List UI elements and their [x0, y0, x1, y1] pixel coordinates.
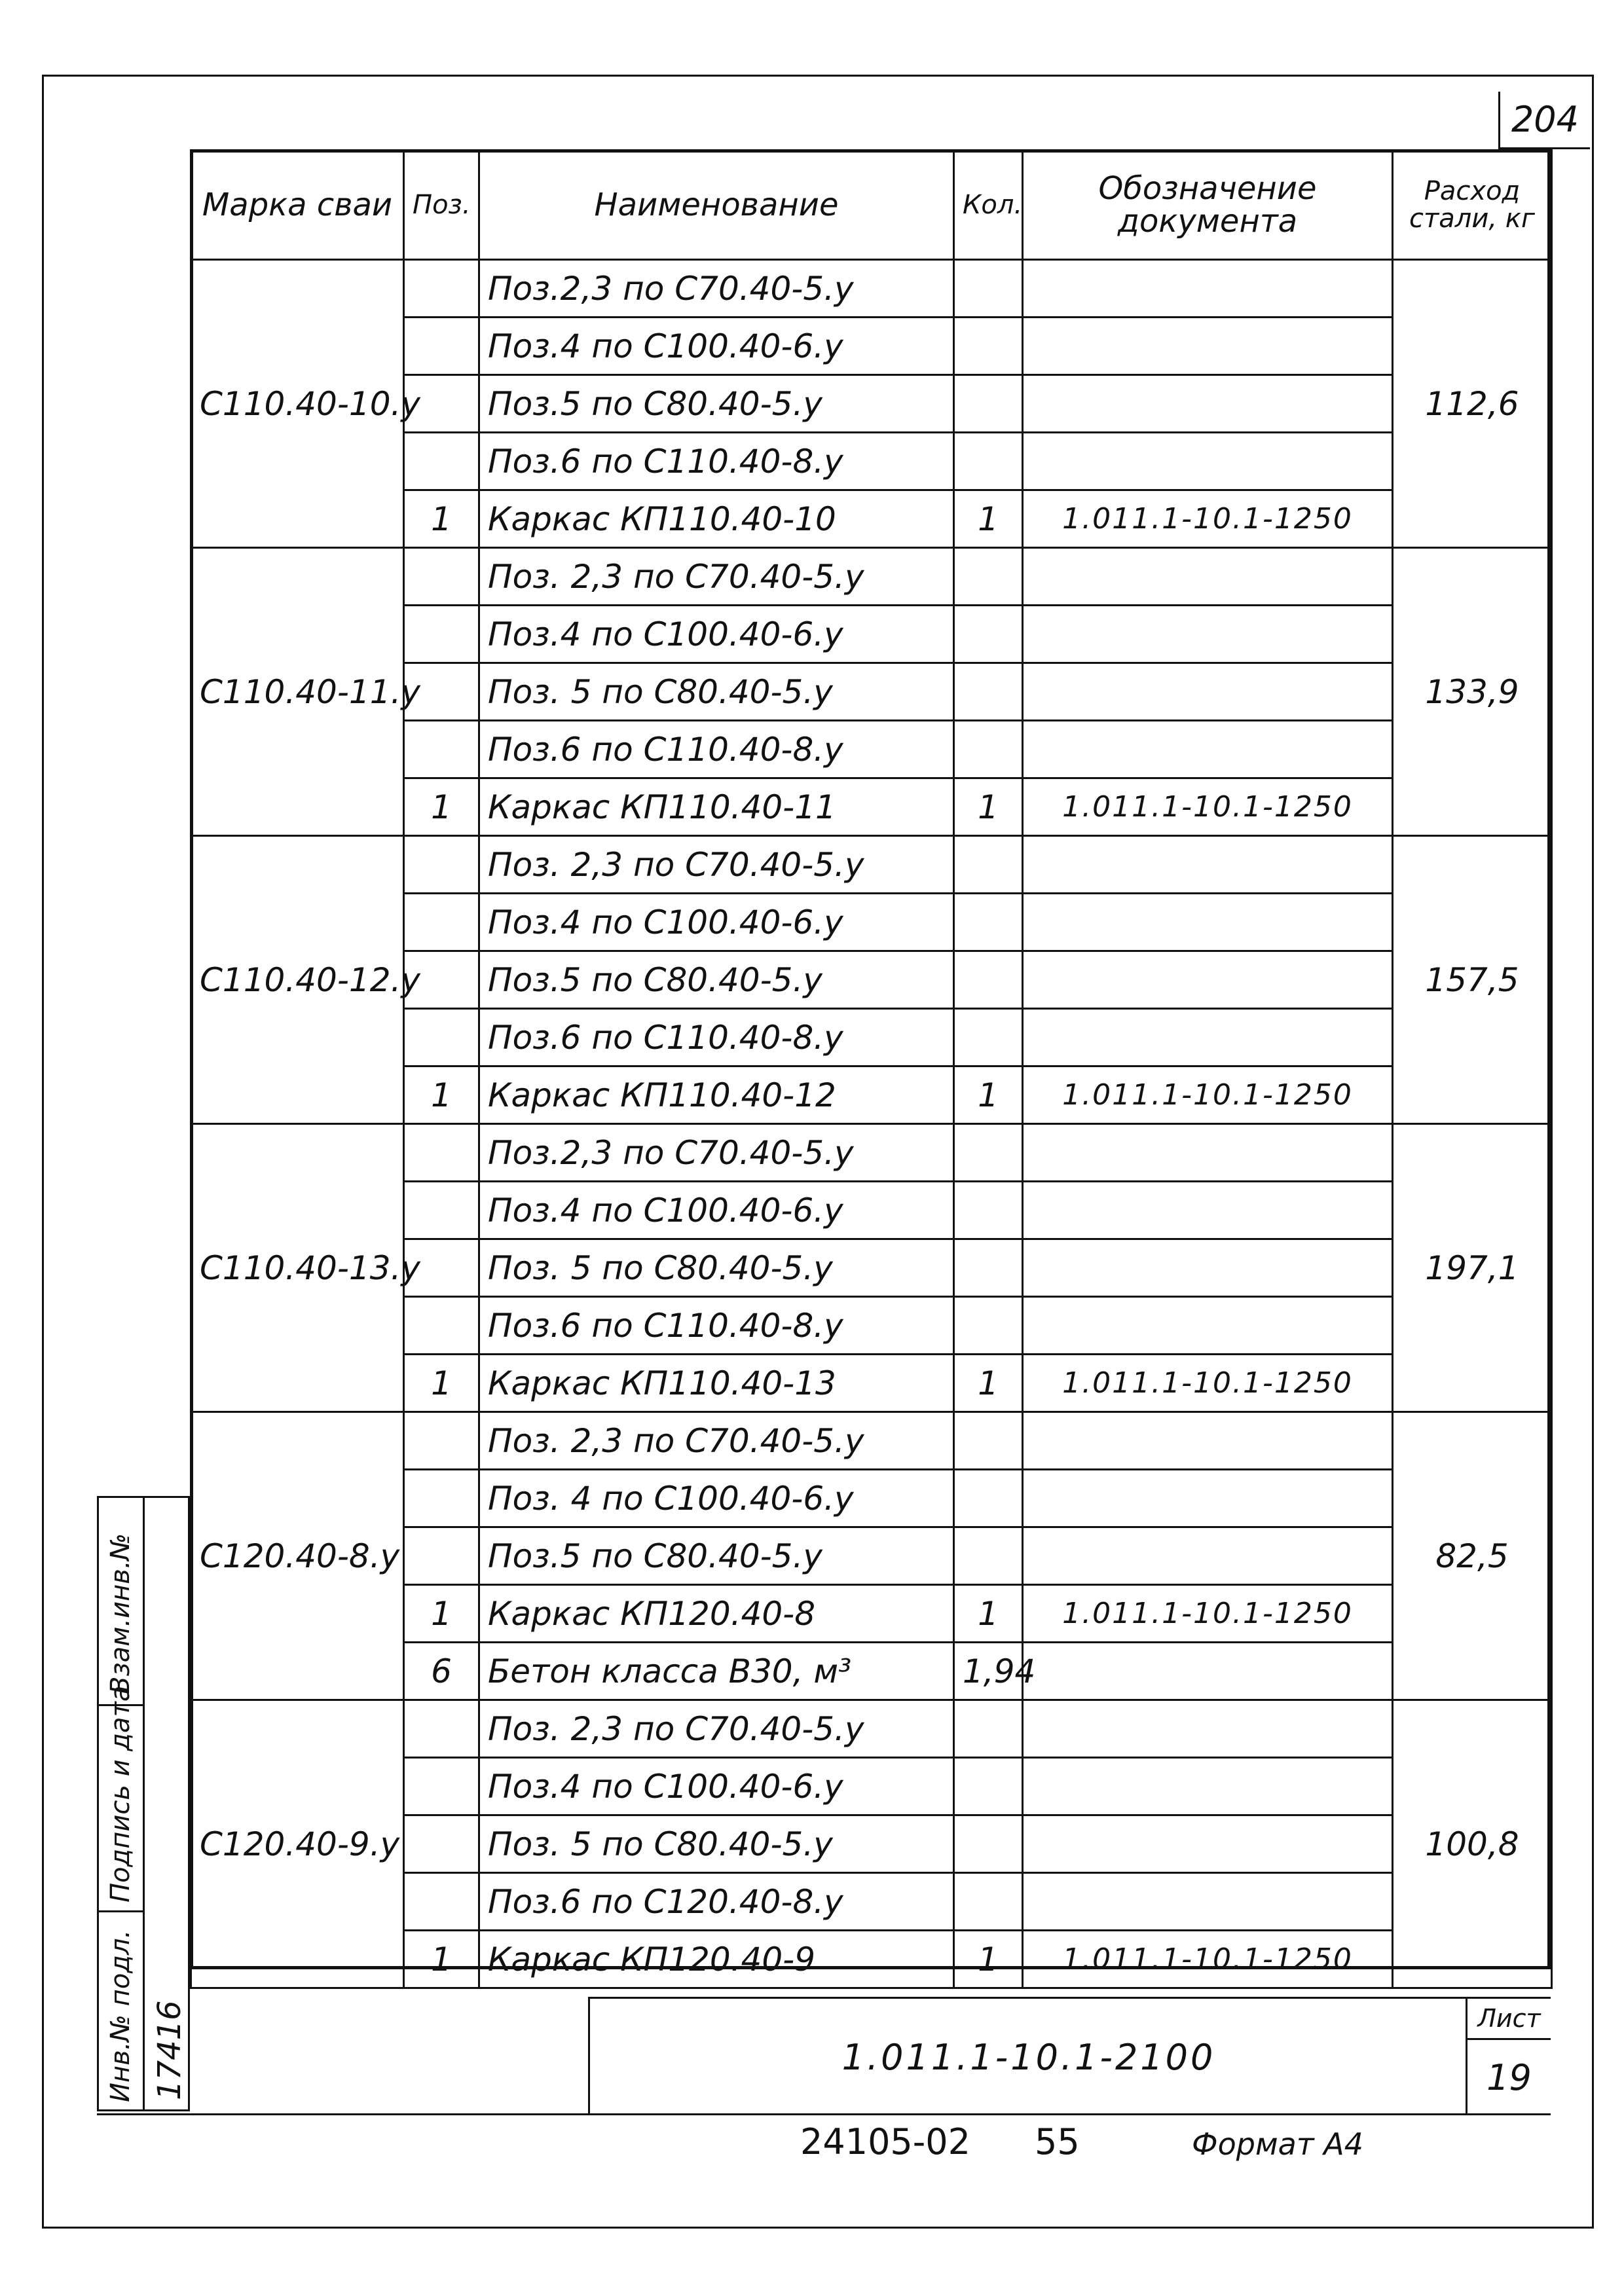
- steel-consumption-cell: 133,9: [1393, 548, 1552, 836]
- footer-sheet: 55: [1035, 2121, 1080, 2162]
- document-cell: 1.011.1-10.1-1250: [1023, 778, 1393, 836]
- document-cell: [1023, 1700, 1393, 1758]
- item-name-cell: Бетон класса В30, м³: [479, 1643, 954, 1700]
- document-cell: [1023, 836, 1393, 894]
- item-name-cell: Каркас КП110.40-12: [479, 1066, 954, 1124]
- bottom-frame-line: [97, 2113, 1551, 2115]
- position-cell: [404, 433, 479, 490]
- quantity-cell: [954, 1873, 1023, 1931]
- item-name-cell: Каркас КП110.40-11: [479, 778, 954, 836]
- table-row: [191, 260, 1552, 318]
- position-cell: [404, 1124, 479, 1182]
- quantity-cell: [954, 433, 1023, 490]
- header-steel: Расход стали, кг: [1393, 151, 1552, 260]
- quantity-cell: [954, 721, 1023, 778]
- table-header-row: [191, 151, 1552, 260]
- side-inv-number: 17416: [151, 2000, 188, 2100]
- document-cell: [1023, 894, 1393, 951]
- item-name-cell: Поз.5 по С80.40-5.у: [479, 375, 954, 433]
- item-name-cell: Поз. 4 по С100.40-6.у: [479, 1470, 954, 1527]
- document-cell: [1023, 1758, 1393, 1815]
- pile-mark-cell: С110.40-11.у: [191, 548, 404, 836]
- position-cell: [404, 1297, 479, 1355]
- quantity-cell: [954, 260, 1023, 318]
- quantity-cell: [954, 663, 1023, 721]
- table-row: [191, 1412, 1552, 1470]
- document-cell: [1023, 1643, 1393, 1700]
- item-name-cell: Поз.4 по С100.40-6.у: [479, 318, 954, 375]
- table-row: [191, 548, 1552, 606]
- item-name-cell: Поз. 5 по С80.40-5.у: [479, 1239, 954, 1297]
- item-name-cell: Каркас КП120.40-8: [479, 1585, 954, 1643]
- side-label-inv: Инв.№ подл.: [105, 1929, 136, 2102]
- quantity-cell: [954, 951, 1023, 1009]
- quantity-cell: 1: [954, 1355, 1023, 1412]
- position-cell: 1: [404, 1585, 479, 1643]
- sheet-number: 19: [1486, 2057, 1532, 2098]
- quantity-cell: [954, 1239, 1023, 1297]
- pile-mark-cell: С120.40-8.у: [191, 1412, 404, 1700]
- item-name-cell: Поз.6 по С110.40-8.у: [479, 1009, 954, 1066]
- side-label-podpis: Подпись и дата: [105, 1685, 136, 1903]
- document-cell: [1023, 1412, 1393, 1470]
- quantity-cell: 1: [954, 1585, 1023, 1643]
- quantity-cell: 1: [954, 778, 1023, 836]
- quantity-cell: [954, 1758, 1023, 1815]
- document-cell: [1023, 375, 1393, 433]
- quantity-cell: [954, 1297, 1023, 1355]
- document-cell: [1023, 318, 1393, 375]
- item-name-cell: Поз. 5 по С80.40-5.у: [479, 1815, 954, 1873]
- item-name-cell: Поз.2,3 по С70.40-5.у: [479, 1124, 954, 1182]
- quantity-cell: [954, 606, 1023, 663]
- header-name: Наименование: [479, 151, 954, 260]
- document-cell: 1.011.1-10.1-1250: [1023, 1066, 1393, 1124]
- pile-mark-cell: С120.40-9.у: [191, 1700, 404, 1988]
- quantity-cell: [954, 1124, 1023, 1182]
- document-cell: 1.011.1-10.1-1250: [1023, 490, 1393, 548]
- side-cell-podpis: [99, 1685, 145, 1910]
- footer-format: Формат А4: [1192, 2126, 1363, 2162]
- quantity-cell: [954, 1182, 1023, 1239]
- position-cell: [404, 1527, 479, 1585]
- quantity-cell: [954, 836, 1023, 894]
- document-cell: [1023, 1527, 1393, 1585]
- table-row: [191, 836, 1552, 894]
- footer-number: 24105-02: [800, 2121, 970, 2162]
- document-cell: [1023, 721, 1393, 778]
- quantity-cell: [954, 318, 1023, 375]
- quantity-cell: [954, 1527, 1023, 1585]
- position-cell: [404, 606, 479, 663]
- document-cell: [1023, 433, 1393, 490]
- quantity-cell: 1: [954, 1066, 1023, 1124]
- position-cell: 6: [404, 1643, 479, 1700]
- specification-table: [190, 149, 1553, 1989]
- item-name-cell: Поз. 2,3 по С70.40-5.у: [479, 836, 954, 894]
- position-cell: 1: [404, 1066, 479, 1124]
- title-block: [588, 1997, 1551, 2113]
- header-mark: Марка сваи: [191, 151, 404, 260]
- item-name-cell: Поз.6 по С110.40-8.у: [479, 721, 954, 778]
- position-cell: [404, 1470, 479, 1527]
- item-name-cell: Поз. 2,3 по С70.40-5.у: [479, 1412, 954, 1470]
- steel-consumption-cell: 197,1: [1393, 1124, 1552, 1412]
- document-cell: [1023, 663, 1393, 721]
- pile-mark-cell: С110.40-12.у: [191, 836, 404, 1124]
- sheet-number-box: [1466, 1999, 1551, 2115]
- header-pos: Поз.: [404, 151, 479, 260]
- steel-consumption-cell: 100,8: [1393, 1700, 1552, 1988]
- item-name-cell: Поз.4 по С100.40-6.у: [479, 606, 954, 663]
- position-cell: [404, 894, 479, 951]
- steel-consumption-cell: 82,5: [1393, 1412, 1552, 1700]
- item-name-cell: Поз.6 по С110.40-8.у: [479, 1297, 954, 1355]
- document-cell: [1023, 1009, 1393, 1066]
- table-row: [191, 1700, 1552, 1758]
- quantity-cell: [954, 1412, 1023, 1470]
- document-cell: [1023, 951, 1393, 1009]
- position-cell: [404, 260, 479, 318]
- item-name-cell: Поз. 2,3 по С70.40-5.у: [479, 548, 954, 606]
- position-cell: 1: [404, 778, 479, 836]
- position-cell: [404, 1758, 479, 1815]
- item-name-cell: Каркас КП110.40-13: [479, 1355, 954, 1412]
- quantity-cell: [954, 894, 1023, 951]
- quantity-cell: [954, 1815, 1023, 1873]
- document-cell: [1023, 1124, 1393, 1182]
- quantity-cell: 1: [954, 490, 1023, 548]
- side-cell-vzam: [99, 1498, 145, 1704]
- document-cell: 1.011.1-10.1-1250: [1023, 1355, 1393, 1412]
- item-name-cell: Поз.5 по С80.40-5.у: [479, 951, 954, 1009]
- quantity-cell: [954, 548, 1023, 606]
- header-qty: Кол.: [954, 151, 1023, 260]
- document-cell: [1023, 1470, 1393, 1527]
- steel-consumption-cell: 112,6: [1393, 260, 1552, 548]
- side-cell-inv: [99, 1910, 145, 2109]
- position-cell: 1: [404, 1931, 479, 1988]
- quantity-cell: 1: [954, 1931, 1023, 1988]
- item-name-cell: Поз.4 по С100.40-6.у: [479, 1182, 954, 1239]
- document-cell: 1.011.1-10.1-1250: [1023, 1931, 1393, 1988]
- table-row: [191, 1124, 1552, 1182]
- document-cell: [1023, 1297, 1393, 1355]
- position-cell: [404, 721, 479, 778]
- position-cell: [404, 318, 479, 375]
- table-body: [191, 260, 1552, 1988]
- position-cell: [404, 1412, 479, 1470]
- quantity-cell: [954, 1470, 1023, 1527]
- side-label-vzam: Взам.инв.№: [105, 1533, 136, 1694]
- document-cell: [1023, 606, 1393, 663]
- position-cell: [404, 1009, 479, 1066]
- position-cell: 1: [404, 490, 479, 548]
- item-name-cell: Поз.5 по С80.40-5.у: [479, 1527, 954, 1585]
- sheet-label: Лист: [1467, 1999, 1551, 2040]
- pile-mark-cell: С110.40-13.у: [191, 1124, 404, 1412]
- position-cell: [404, 548, 479, 606]
- document-cell: [1023, 548, 1393, 606]
- quantity-cell: [954, 1009, 1023, 1066]
- page-number: 204: [1498, 92, 1590, 149]
- document-cell: [1023, 260, 1393, 318]
- position-cell: [404, 1815, 479, 1873]
- document-code: 1.011.1-10.1-2100: [841, 2036, 1216, 2078]
- position-cell: [404, 836, 479, 894]
- item-name-cell: Поз.4 по С100.40-6.у: [479, 1758, 954, 1815]
- quantity-cell: [954, 375, 1023, 433]
- item-name-cell: Поз. 5 по С80.40-5.у: [479, 663, 954, 721]
- header-doc: Обозначение документа: [1023, 151, 1393, 260]
- position-cell: 1: [404, 1355, 479, 1412]
- item-name-cell: Поз.6 по С120.40-8.у: [479, 1873, 954, 1931]
- item-name-cell: Поз.4 по С100.40-6.у: [479, 894, 954, 951]
- position-cell: [404, 1182, 479, 1239]
- position-cell: [404, 1873, 479, 1931]
- document-cell: [1023, 1239, 1393, 1297]
- document-cell: 1.011.1-10.1-1250: [1023, 1585, 1393, 1643]
- item-name-cell: Каркас КП120.40-9: [479, 1931, 954, 1988]
- document-cell: [1023, 1182, 1393, 1239]
- pile-mark-cell: С110.40-10.у: [191, 260, 404, 548]
- quantity-cell: 1,94: [954, 1643, 1023, 1700]
- document-cell: [1023, 1815, 1393, 1873]
- steel-consumption-cell: 157,5: [1393, 836, 1552, 1124]
- item-name-cell: Поз.6 по С110.40-8.у: [479, 433, 954, 490]
- item-name-cell: Поз. 2,3 по С70.40-5.у: [479, 1700, 954, 1758]
- position-cell: [404, 1700, 479, 1758]
- document-cell: [1023, 1873, 1393, 1931]
- quantity-cell: [954, 1700, 1023, 1758]
- item-name-cell: Поз.2,3 по С70.40-5.у: [479, 260, 954, 318]
- side-stamp-strip: [97, 1496, 190, 2111]
- item-name-cell: Каркас КП110.40-10: [479, 490, 954, 548]
